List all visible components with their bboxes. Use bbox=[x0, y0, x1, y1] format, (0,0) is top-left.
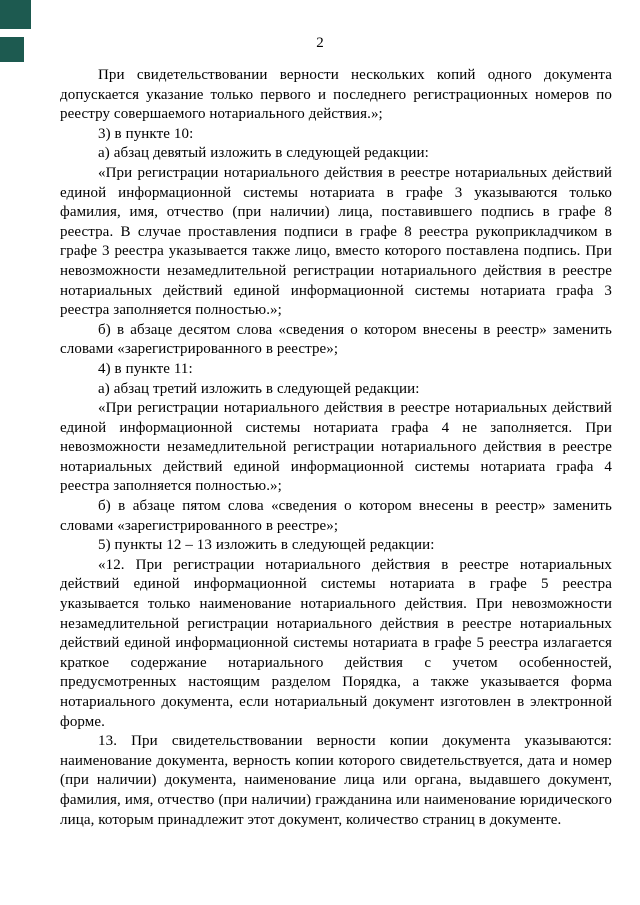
paragraph-item-4a: а) абзац третий изложить в следующей редакции: bbox=[98, 380, 420, 397]
paragraph-item-3a-text: «При регистрации нотариального действия в реестре нотариальных действий единой информационной системы нотариата в графе 3 указываются только фамилия, имя, отчество (при наличии) лица, поставившего подпись в графе 8 реестра. В случае проставления подписи в графе 8 реестра рукоприкладчиком в графе 3 реестра указывается также лицо, вместо которого поставлена подпись. При невозможности незамедлительной регистрации нотариального действия в реестре нотариальных действий единой информационной системы нотариата графа 3 реестра заполняется полностью.»; bbox=[60, 164, 612, 319]
paragraph-item-3a: а) абзац девятый изложить в следующей редакции: bbox=[98, 145, 429, 162]
paragraph-item-4: 4) в пункте 11: bbox=[98, 360, 193, 377]
paragraph-point-12: «12. При регистрации нотариального действия в реестре нотариальных действий единой информационной системы нотариата в графе 5 реестра указывается только наименование нотариального действия. При невозможности незамедлительной регистрации нотариального действия в реестре нотариальных действий единой информационной системы нотариата в графе 5 реестра излагается краткое содержание нотариального действия с учетом особенностей, предусмотренных настоящим разделом Порядка, а также указывается форма нотариального документа, если нотариальный документ изготовлен в электронной форме. bbox=[60, 556, 612, 730]
scan-artifact-top-corner bbox=[0, 0, 31, 29]
paragraph-item-5: 5) пункты 12 – 13 изложить в следующей редакции: bbox=[98, 537, 435, 554]
page-number: 2 bbox=[316, 35, 324, 51]
document-body bbox=[60, 66, 612, 830]
paragraph-item-4a-text: «При регистрации нотариального действия в реестре нотариальных действий единой информационной системы нотариата графа 4 не заполняется. При невозможности незамедлительной регистрации нотариального действия в реестре нотариальных действий единой информационной системы нотариата графа 4 реестра заполняется полностью.»; bbox=[60, 400, 612, 495]
paragraph-item-3: 3) в пункте 10: bbox=[98, 125, 194, 142]
paragraph-item-4b: б) в абзаце пятом слова «сведения о котором внесены в реестр» заменить словами «зарегистрированного в реестре»; bbox=[60, 498, 612, 534]
paragraph-item-3b: б) в абзаце десятом слова «сведения о котором внесены в реестр» заменить словами «зарегистрированного в реестре»; bbox=[60, 321, 612, 358]
paragraph-point-13: 13. При свидетельствовании верности копии документа указываются: наименование документа, верность копии которого свидетельствуется, дата и номер (при наличии) документа, наименование лица или органа, выдавшего документ, фамилия, имя, отчество (при наличии) гражданина или наименование юридического лица, которым принадлежит этот документ, количество страниц в документе. bbox=[60, 733, 612, 828]
scan-artifact-left-edge bbox=[0, 37, 24, 62]
paragraph-intro-copies: При свидетельствовании верности нескольких копий одного документа допускается указание только первого и последнего регистрационных номеров по реестру совершаемого нотариального действия.»; bbox=[60, 67, 612, 123]
